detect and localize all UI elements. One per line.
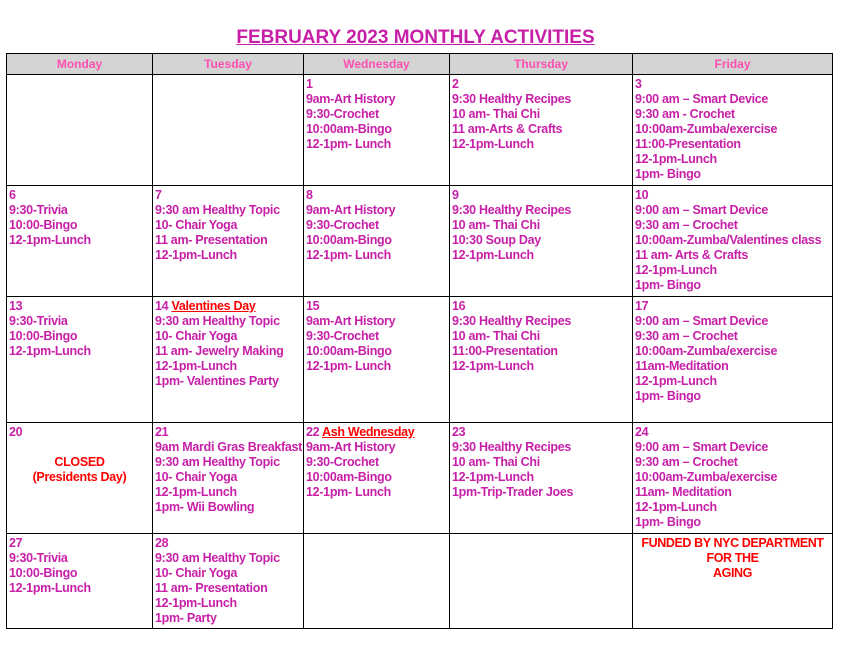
activity-item: 9:30-Crochet xyxy=(306,455,379,469)
activity-item: 10:00am-Zumba/exercise xyxy=(635,470,778,484)
activity-item: 10- Chair Yoga xyxy=(155,329,238,343)
day-number-text: 28 xyxy=(155,536,169,550)
activity-item: 10:00am-Bingo xyxy=(306,344,392,358)
activity-item: 9:00 am – Smart Device xyxy=(635,92,769,106)
day-number-text: 22 xyxy=(306,425,320,439)
day-cell-wed xyxy=(304,534,450,629)
day-number-text: 13 xyxy=(9,299,23,313)
day-cell-thu xyxy=(450,534,633,629)
activity-item: 10 am- Thai Chi xyxy=(452,329,540,343)
day-number-text: 7 xyxy=(155,188,162,202)
day-cell-thu xyxy=(450,297,633,423)
day-number xyxy=(155,188,301,203)
activity-item: 9:30 Healthy Recipes xyxy=(452,440,572,454)
header-tuesday: Tuesday xyxy=(153,54,304,75)
activity-item: 9:30-Crochet xyxy=(306,329,379,343)
day-cell-wed xyxy=(304,75,450,186)
day-number xyxy=(306,77,447,92)
calendar-header-row xyxy=(7,54,833,75)
activity-item: 10- Chair Yoga xyxy=(155,470,238,484)
activity-item: 10:00am-Zumba/exercise xyxy=(635,122,778,136)
day-number xyxy=(9,299,150,314)
day-cell-fri xyxy=(633,423,833,534)
day-number xyxy=(9,536,150,551)
day-cell-mon xyxy=(7,534,153,629)
holiday-label: Ash Wednesday xyxy=(322,425,415,439)
day-number xyxy=(635,77,830,92)
day-cell-tue xyxy=(153,186,304,297)
activity-item: 1pm- Valentines Party xyxy=(155,374,279,388)
activity-item: 10:00am-Zumba/Valentines class xyxy=(635,233,822,247)
activity-item: 9am Mardi Gras Breakfast xyxy=(155,440,303,454)
activity-item: 1pm- Bingo xyxy=(635,515,701,529)
day-number xyxy=(9,425,150,440)
day-cell-tue xyxy=(153,423,304,534)
day-number-text: 16 xyxy=(452,299,466,313)
day-number xyxy=(452,299,630,314)
activity-item: 9:30 am - Crochet xyxy=(635,107,735,121)
activity-item: 9:30-Trivia xyxy=(9,314,68,328)
activity-item: 12-1pm- Lunch xyxy=(306,137,391,151)
activity-item: 9am-Art History xyxy=(306,92,396,106)
day-number xyxy=(155,536,301,551)
activity-item: 12-1pm-Lunch xyxy=(452,470,534,484)
activity-item: 9:30-Trivia xyxy=(9,203,68,217)
week-row xyxy=(7,534,833,629)
activity-item: 9am-Art History xyxy=(306,314,396,328)
day-number-text: 1 xyxy=(306,77,313,91)
activity-item: 10- Chair Yoga xyxy=(155,218,238,232)
activity-item: 12-1pm-Lunch xyxy=(9,344,91,358)
activity-item: 10:00am-Bingo xyxy=(306,470,392,484)
day-number-text: 20 xyxy=(9,425,23,439)
activity-item: 9:00 am – Smart Device xyxy=(635,203,769,217)
day-cell-thu xyxy=(450,186,633,297)
day-cell-fri xyxy=(633,297,833,423)
funding-note-line: FUNDED BY NYC DEPARTMENT xyxy=(641,536,824,550)
activity-item: 1pm- Bingo xyxy=(635,389,701,403)
holiday-label: Valentines Day xyxy=(171,299,256,313)
page-title: FEBRUARY 2023 MONTHLY ACTIVITIES xyxy=(236,27,595,48)
header-monday: Monday xyxy=(7,54,153,75)
activity-item: 9:30 Healthy Recipes xyxy=(452,314,572,328)
activity-item: 9:30 Healthy Recipes xyxy=(452,203,572,217)
activity-item: 9:30 am – Crochet xyxy=(635,455,738,469)
activity-item: 12-1pm-Lunch xyxy=(9,581,91,595)
activity-item: 9:30 am – Crochet xyxy=(635,218,738,232)
day-cell-tue xyxy=(153,534,304,629)
day-cell-tue xyxy=(153,297,304,423)
day-cell-thu xyxy=(450,423,633,534)
funding-note-line: FOR THE xyxy=(706,551,759,565)
day-number-text: 15 xyxy=(306,299,320,313)
activity-item: 1pm- Wii Bowling xyxy=(155,500,255,514)
activity-item: 9:30 Healthy Recipes xyxy=(452,92,572,106)
spacer xyxy=(9,440,150,455)
activity-item: 11 am- Presentation xyxy=(155,581,268,595)
day-number xyxy=(635,425,830,440)
closed-label: CLOSED xyxy=(54,455,105,469)
header-friday: Friday xyxy=(633,54,833,75)
activity-item: 11am- Meditation xyxy=(635,485,732,499)
header-wednesday: Wednesday xyxy=(304,54,450,75)
activity-item: 10:00-Bingo xyxy=(9,566,78,580)
activity-item: 12-1pm-Lunch xyxy=(155,359,237,373)
day-number-text: 9 xyxy=(452,188,459,202)
activity-item: 10 am- Thai Chi xyxy=(452,218,540,232)
day-cell-fri xyxy=(633,534,833,629)
day-number-text: 23 xyxy=(452,425,466,439)
day-number xyxy=(9,188,150,203)
activity-item: 10 am- Thai Chi xyxy=(452,107,540,121)
activity-item: 12-1pm- Lunch xyxy=(306,248,391,262)
activity-item: 10- Chair Yoga xyxy=(155,566,238,580)
activity-item: 9:00 am – Smart Device xyxy=(635,440,769,454)
activity-item: 10:00-Bingo xyxy=(9,329,78,343)
day-cell-thu xyxy=(450,75,633,186)
week-row xyxy=(7,297,833,423)
day-number xyxy=(306,188,447,203)
day-number-text: 2 xyxy=(452,77,459,91)
day-number-text: 17 xyxy=(635,299,649,313)
activity-item: 9:30 am Healthy Topic xyxy=(155,551,280,565)
activity-item: 9:30 am – Crochet xyxy=(635,329,738,343)
day-cell-wed xyxy=(304,297,450,423)
day-number xyxy=(306,425,447,440)
activity-item: 9:30 am Healthy Topic xyxy=(155,314,280,328)
closed-reason: (Presidents Day) xyxy=(32,470,127,484)
day-number xyxy=(452,77,630,92)
activity-item: 12-1pm-Lunch xyxy=(452,359,534,373)
day-cell-wed xyxy=(304,186,450,297)
day-number xyxy=(306,299,447,314)
day-number-text: 3 xyxy=(635,77,642,91)
activity-item: 12-1pm-Lunch xyxy=(635,263,717,277)
activity-item: 11 am- Presentation xyxy=(155,233,268,247)
activity-item: 1pm- Bingo xyxy=(635,167,701,181)
activity-item: 12-1pm-Lunch xyxy=(452,248,534,262)
activity-item: 9am-Art History xyxy=(306,203,396,217)
day-cell-fri xyxy=(633,186,833,297)
activity-item: 12-1pm-Lunch xyxy=(635,500,717,514)
day-number-text: 8 xyxy=(306,188,313,202)
activity-item: 11:00-Presentation xyxy=(452,344,558,358)
activity-item: 10 am- Thai Chi xyxy=(452,455,540,469)
activity-item: 1pm- Bingo xyxy=(635,278,701,292)
day-number-text: 24 xyxy=(635,425,649,439)
activity-item: 9:00 am – Smart Device xyxy=(635,314,769,328)
activity-item: 11am-Meditation xyxy=(635,359,729,373)
day-number-text: 10 xyxy=(635,188,649,202)
day-cell-fri xyxy=(633,75,833,186)
activity-item: 12-1pm-Lunch xyxy=(155,485,237,499)
activity-item: 10:30 Soup Day xyxy=(452,233,541,247)
activity-item: 12-1pm- Lunch xyxy=(306,485,391,499)
day-number-text: 21 xyxy=(155,425,169,439)
day-number xyxy=(155,299,301,314)
day-number-text: 6 xyxy=(9,188,16,202)
day-number xyxy=(452,188,630,203)
activity-item: 1pm-Trip-Trader Joes xyxy=(452,485,574,499)
activity-item: 9am-Art History xyxy=(306,440,396,454)
activity-item: 11 am-Arts & Crafts xyxy=(452,122,563,136)
day-cell-mon xyxy=(7,75,153,186)
activity-item: 9:30 am Healthy Topic xyxy=(155,203,280,217)
activity-item: 9:30-Crochet xyxy=(306,218,379,232)
activity-item: 11 am- Arts & Crafts xyxy=(635,248,749,262)
activity-item: 12-1pm-Lunch xyxy=(9,233,91,247)
week-row xyxy=(7,75,833,186)
day-cell-mon xyxy=(7,186,153,297)
activity-item: 12-1pm-Lunch xyxy=(635,152,717,166)
activity-item: 12-1pm-Lunch xyxy=(155,596,237,610)
day-number-text: 14 xyxy=(155,299,169,313)
day-cell-mon xyxy=(7,297,153,423)
calendar-table xyxy=(6,53,833,629)
activity-item: 9:30-Crochet xyxy=(306,107,379,121)
week-row xyxy=(7,186,833,297)
activity-item: 11 am- Jewelry Making xyxy=(155,344,284,358)
day-cell-wed xyxy=(304,423,450,534)
day-number xyxy=(635,299,830,314)
activity-item: 1pm- Party xyxy=(155,611,217,625)
activity-item: 12-1pm-Lunch xyxy=(155,248,237,262)
day-number xyxy=(155,425,301,440)
funding-note-line: AGING xyxy=(713,566,752,580)
header-thursday: Thursday xyxy=(450,54,633,75)
day-cell-tue xyxy=(153,75,304,186)
day-number xyxy=(635,188,830,203)
activity-item: 10:00-Bingo xyxy=(9,218,78,232)
activity-item: 9:30-Trivia xyxy=(9,551,68,565)
activity-item: 10:00am-Bingo xyxy=(306,122,392,136)
week-row xyxy=(7,423,833,534)
activity-item: 10:00am-Bingo xyxy=(306,233,392,247)
day-number xyxy=(452,425,630,440)
day-number-text: 27 xyxy=(9,536,23,550)
activity-item: 12-1pm-Lunch xyxy=(452,137,534,151)
activity-item: 11:00-Presentation xyxy=(635,137,741,151)
activity-item: 12-1pm- Lunch xyxy=(306,359,391,373)
activity-item: 9:30 am Healthy Topic xyxy=(155,455,280,469)
activity-item: 10:00am-Zumba/exercise xyxy=(635,344,778,358)
day-cell-mon xyxy=(7,423,153,534)
activity-item: 12-1pm-Lunch xyxy=(635,374,717,388)
